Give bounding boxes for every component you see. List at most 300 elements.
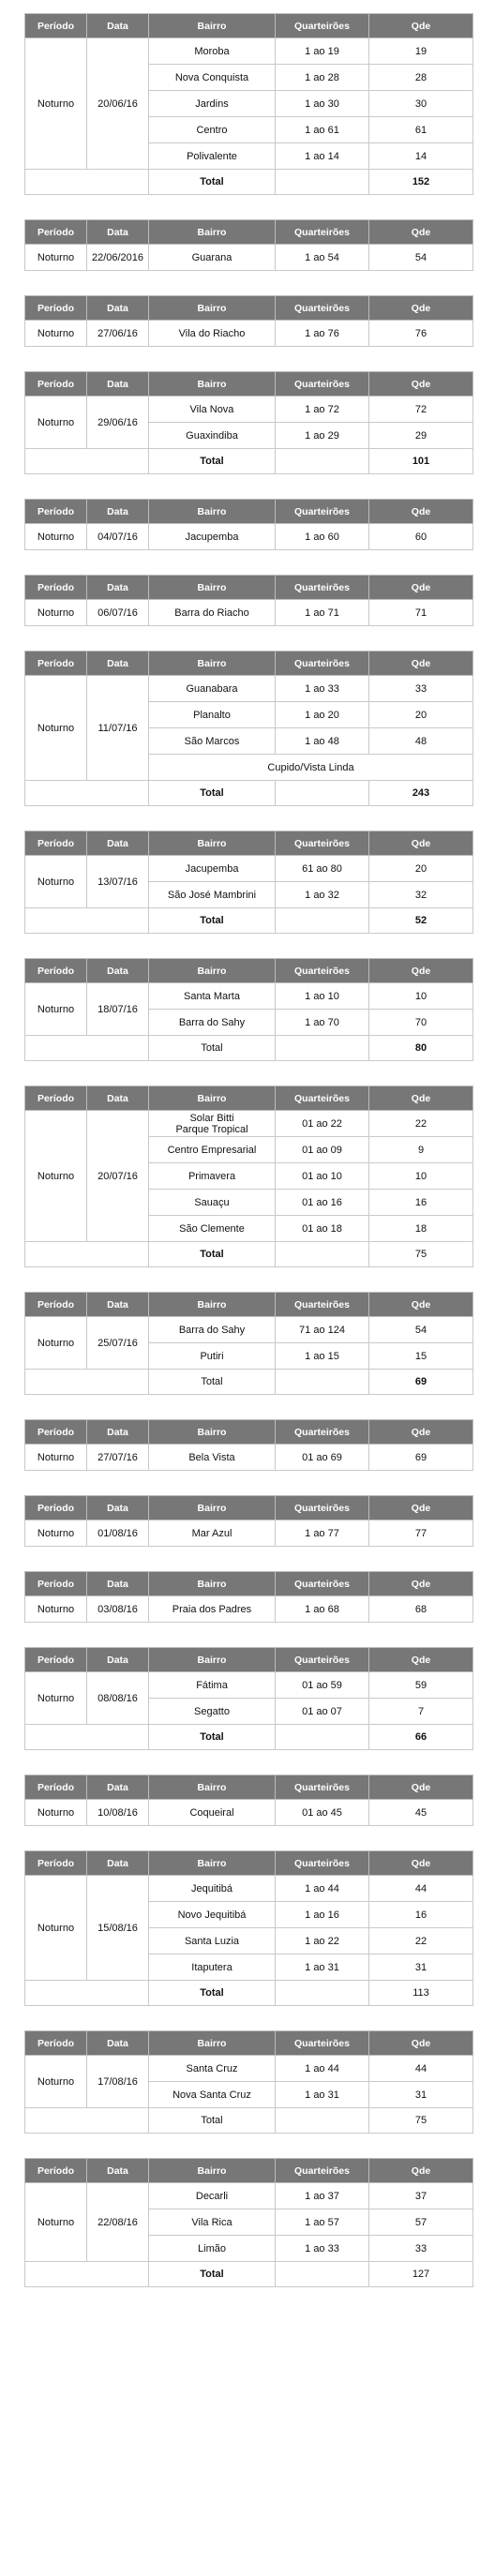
bairro-cell: Santa Luzia — [149, 1928, 276, 1954]
quarteiroes-cell: 1 ao 61 — [276, 117, 369, 143]
header-periodo: Período — [25, 1293, 87, 1317]
date-cell: 27/06/16 — [87, 321, 149, 347]
header-row — [25, 1293, 473, 1317]
bairro-cell: Planalto — [149, 702, 276, 728]
total-value: 75 — [369, 2108, 473, 2134]
header-bairro: Bairro — [149, 1420, 276, 1445]
qde-cell: 76 — [369, 321, 473, 347]
schedule-table — [24, 371, 473, 474]
header-data: Data — [87, 959, 149, 983]
date-cell: 25/07/16 — [87, 1317, 149, 1370]
total-spacer — [276, 2262, 369, 2287]
periodo-cell: Noturno — [25, 1876, 87, 1981]
total-label: Total — [149, 781, 276, 806]
schedule-table — [24, 13, 473, 195]
header-qde: Qde — [369, 831, 473, 856]
total-row — [25, 781, 473, 806]
header-periodo: Período — [25, 1648, 87, 1672]
table-row — [25, 1445, 473, 1471]
total-spacer — [25, 170, 149, 195]
periodo-cell: Noturno — [25, 1111, 87, 1242]
header-bairro: Bairro — [149, 959, 276, 983]
periodo-cell: Noturno — [25, 856, 87, 908]
total-spacer — [276, 1725, 369, 1750]
header-data: Data — [87, 1496, 149, 1520]
quarteiroes-cell: 1 ao 33 — [276, 2236, 369, 2262]
periodo-cell: Noturno — [25, 321, 87, 347]
schedule-table — [24, 2030, 473, 2134]
quarteiroes-cell: 01 ao 22 — [276, 1111, 369, 1137]
header-bairro: Bairro — [149, 500, 276, 524]
quarteiroes-cell: 1 ao 72 — [276, 397, 369, 423]
table-row — [25, 524, 473, 550]
bairro-cell: Barra do Riacho — [149, 600, 276, 626]
schedule-table — [24, 1292, 473, 1395]
schedule-table — [24, 295, 473, 347]
bairro-cell: Bela Vista — [149, 1445, 276, 1471]
header-qde: Qde — [369, 14, 473, 38]
header-data: Data — [87, 1420, 149, 1445]
bairro-cell: Santa Cruz — [149, 2056, 276, 2082]
qde-cell: 54 — [369, 1317, 473, 1343]
bairro-cell: Guanabara — [149, 676, 276, 702]
header-qde: Qde — [369, 296, 473, 321]
bairro-cell: Guaxindiba — [149, 423, 276, 449]
header-qde: Qde — [369, 1420, 473, 1445]
total-row — [25, 449, 473, 474]
quarteiroes-cell: 1 ao 37 — [276, 2183, 369, 2209]
total-value: 127 — [369, 2262, 473, 2287]
header-row — [25, 296, 473, 321]
total-row — [25, 2262, 473, 2287]
header-row — [25, 14, 473, 38]
header-quarteiroes: Quarteirões — [276, 1648, 369, 1672]
header-quarteiroes: Quarteirões — [276, 2159, 369, 2183]
total-value: 75 — [369, 1242, 473, 1267]
header-quarteiroes: Quarteirões — [276, 1775, 369, 1800]
bairro-cell: Fátima — [149, 1672, 276, 1699]
qde-cell: 16 — [369, 1190, 473, 1216]
table-row — [25, 1596, 473, 1623]
header-quarteiroes: Quarteirões — [276, 1851, 369, 1876]
header-row — [25, 1775, 473, 1800]
total-spacer — [276, 908, 369, 934]
bairro-cell: Sauaçu — [149, 1190, 276, 1216]
header-bairro: Bairro — [149, 1851, 276, 1876]
table-row — [25, 1800, 473, 1826]
table-row — [25, 2056, 473, 2082]
table-row — [25, 983, 473, 1010]
qde-cell: 32 — [369, 882, 473, 908]
bairro-cell: Jacupemba — [149, 524, 276, 550]
header-periodo: Período — [25, 2159, 87, 2183]
qde-cell: 10 — [369, 1163, 473, 1190]
header-qde: Qde — [369, 372, 473, 397]
date-cell: 22/06/2016 — [87, 245, 149, 271]
header-data: Data — [87, 500, 149, 524]
header-data: Data — [87, 831, 149, 856]
header-row — [25, 2031, 473, 2056]
date-cell: 03/08/16 — [87, 1596, 149, 1623]
total-value: 80 — [369, 1036, 473, 1061]
bairro-cell: Itaputera — [149, 1954, 276, 1981]
quarteiroes-cell: 01 ao 18 — [276, 1216, 369, 1242]
header-row — [25, 1572, 473, 1596]
header-quarteiroes: Quarteirões — [276, 296, 369, 321]
header-bairro: Bairro — [149, 1496, 276, 1520]
total-spacer — [276, 2108, 369, 2134]
schedule-table — [24, 1647, 473, 1750]
quarteiroes-cell: 01 ao 59 — [276, 1672, 369, 1699]
header-data: Data — [87, 1851, 149, 1876]
header-row — [25, 1496, 473, 1520]
schedule-table — [24, 1419, 473, 1471]
total-spacer — [25, 449, 149, 474]
total-label: Total — [149, 1370, 276, 1395]
periodo-cell: Noturno — [25, 1672, 87, 1725]
schedule-table — [24, 1571, 473, 1623]
header-quarteiroes: Quarteirões — [276, 1293, 369, 1317]
header-bairro: Bairro — [149, 14, 276, 38]
bairro-cell: Nova Santa Cruz — [149, 2082, 276, 2108]
qde-cell: 20 — [369, 856, 473, 882]
total-spacer — [25, 1981, 149, 2006]
header-row — [25, 1420, 473, 1445]
qde-cell: 69 — [369, 1445, 473, 1471]
header-quarteiroes: Quarteirões — [276, 14, 369, 38]
qde-cell: 30 — [369, 91, 473, 117]
qde-cell: 45 — [369, 1800, 473, 1826]
header-bairro: Bairro — [149, 651, 276, 676]
header-qde: Qde — [369, 1775, 473, 1800]
quarteiroes-cell: 1 ao 33 — [276, 676, 369, 702]
quarteiroes-cell: 01 ao 45 — [276, 1800, 369, 1826]
header-quarteiroes: Quarteirões — [276, 1086, 369, 1111]
total-spacer — [25, 2262, 149, 2287]
bairro-cell: Jardins — [149, 91, 276, 117]
periodo-cell: Noturno — [25, 1445, 87, 1471]
header-qde: Qde — [369, 2031, 473, 2056]
qde-cell: 77 — [369, 1520, 473, 1547]
qde-cell: 57 — [369, 2209, 473, 2236]
periodo-cell: Noturno — [25, 2056, 87, 2108]
periodo-cell: Noturno — [25, 2183, 87, 2262]
qde-cell: 22 — [369, 1928, 473, 1954]
quarteiroes-cell: 1 ao 54 — [276, 245, 369, 271]
header-periodo: Período — [25, 296, 87, 321]
header-bairro: Bairro — [149, 1086, 276, 1111]
header-row — [25, 372, 473, 397]
quarteiroes-cell: 01 ao 69 — [276, 1445, 369, 1471]
header-data: Data — [87, 372, 149, 397]
date-cell: 27/07/16 — [87, 1445, 149, 1471]
header-qde: Qde — [369, 500, 473, 524]
header-data: Data — [87, 220, 149, 245]
header-qde: Qde — [369, 959, 473, 983]
quarteiroes-cell: 01 ao 16 — [276, 1190, 369, 1216]
bairro-cell: São Clemente — [149, 1216, 276, 1242]
header-quarteiroes: Quarteirões — [276, 1572, 369, 1596]
total-label: Total — [149, 1725, 276, 1750]
quarteiroes-cell: 01 ao 07 — [276, 1699, 369, 1725]
qde-cell: 48 — [369, 728, 473, 755]
qde-cell: 71 — [369, 600, 473, 626]
schedule-table — [24, 831, 473, 934]
total-spacer — [25, 781, 149, 806]
bairro-cell: Praia dos Padres — [149, 1596, 276, 1623]
qde-cell: 59 — [369, 1672, 473, 1699]
header-periodo: Período — [25, 576, 87, 600]
bairro-cell: Coqueiral — [149, 1800, 276, 1826]
header-data: Data — [87, 651, 149, 676]
header-data: Data — [87, 1572, 149, 1596]
qde-cell: 9 — [369, 1137, 473, 1163]
header-bairro: Bairro — [149, 2031, 276, 2056]
qde-cell: 61 — [369, 117, 473, 143]
quarteiroes-cell: 1 ao 44 — [276, 2056, 369, 2082]
quarteiroes-cell: 1 ao 30 — [276, 91, 369, 117]
header-bairro: Bairro — [149, 576, 276, 600]
total-row — [25, 1725, 473, 1750]
periodo-cell: Noturno — [25, 600, 87, 626]
total-value: 243 — [369, 781, 473, 806]
bairro-cell: Solar Bitti Parque Tropical — [149, 1111, 276, 1137]
qde-cell: 14 — [369, 143, 473, 170]
header-bairro: Bairro — [149, 372, 276, 397]
header-periodo: Período — [25, 1851, 87, 1876]
bairro-cell: Nova Conquista — [149, 65, 276, 91]
total-spacer — [25, 908, 149, 934]
quarteiroes-cell: 01 ao 09 — [276, 1137, 369, 1163]
quarteiroes-cell: 1 ao 20 — [276, 702, 369, 728]
qde-cell: 31 — [369, 1954, 473, 1981]
total-spacer — [25, 1036, 149, 1061]
header-qde: Qde — [369, 1572, 473, 1596]
header-row — [25, 651, 473, 676]
schedule-table — [24, 2158, 473, 2287]
header-data: Data — [87, 2031, 149, 2056]
date-cell: 10/08/16 — [87, 1800, 149, 1826]
table-row — [25, 1876, 473, 1902]
header-bairro: Bairro — [149, 296, 276, 321]
header-periodo: Período — [25, 959, 87, 983]
header-bairro: Bairro — [149, 1572, 276, 1596]
quarteiroes-cell: 1 ao 32 — [276, 882, 369, 908]
bairro-cell: Barra do Sahy — [149, 1010, 276, 1036]
qde-cell: 16 — [369, 1902, 473, 1928]
total-row — [25, 1036, 473, 1061]
header-quarteiroes: Quarteirões — [276, 220, 369, 245]
table-row — [25, 676, 473, 702]
table-row — [25, 1520, 473, 1547]
header-data: Data — [87, 1086, 149, 1111]
bairro-cell: Segatto — [149, 1699, 276, 1725]
header-qde: Qde — [369, 1086, 473, 1111]
schedule-table — [24, 575, 473, 626]
header-quarteiroes: Quarteirões — [276, 651, 369, 676]
total-spacer — [276, 1242, 369, 1267]
bairro-cell: Vila Rica — [149, 2209, 276, 2236]
periodo-cell: Noturno — [25, 524, 87, 550]
date-cell: 01/08/16 — [87, 1520, 149, 1547]
bairro-cell: Primavera — [149, 1163, 276, 1190]
header-row — [25, 500, 473, 524]
bairro-cell: São José Mambrini — [149, 882, 276, 908]
header-periodo: Período — [25, 14, 87, 38]
bairro-cell: Moroba — [149, 38, 276, 65]
date-cell: 11/07/16 — [87, 676, 149, 781]
bairro-cell: Guarana — [149, 245, 276, 271]
qde-cell: 60 — [369, 524, 473, 550]
table-row — [25, 321, 473, 347]
quarteiroes-cell: 71 ao 124 — [276, 1317, 369, 1343]
date-cell: 17/08/16 — [87, 2056, 149, 2108]
header-qde: Qde — [369, 1851, 473, 1876]
total-spacer — [25, 1725, 149, 1750]
total-value: 66 — [369, 1725, 473, 1750]
schedule-table — [24, 1775, 473, 1826]
total-value: 52 — [369, 908, 473, 934]
qde-cell: 29 — [369, 423, 473, 449]
periodo-cell: Noturno — [25, 1596, 87, 1623]
periodo-cell: Noturno — [25, 983, 87, 1036]
periodo-cell: Noturno — [25, 38, 87, 170]
bairro-cell: Cupido/Vista Linda — [149, 755, 473, 781]
table-row — [25, 856, 473, 882]
header-bairro: Bairro — [149, 1775, 276, 1800]
header-bairro: Bairro — [149, 1293, 276, 1317]
header-periodo: Período — [25, 651, 87, 676]
qde-cell: 33 — [369, 676, 473, 702]
qde-cell: 37 — [369, 2183, 473, 2209]
table-row — [25, 2183, 473, 2209]
total-spacer — [276, 1036, 369, 1061]
date-cell: 22/08/16 — [87, 2183, 149, 2262]
table-row — [25, 245, 473, 271]
bairro-cell: Novo Jequitibá — [149, 1902, 276, 1928]
quarteiroes-cell: 1 ao 10 — [276, 983, 369, 1010]
header-data: Data — [87, 1648, 149, 1672]
qde-cell: 10 — [369, 983, 473, 1010]
header-qde: Qde — [369, 2159, 473, 2183]
quarteiroes-cell: 1 ao 60 — [276, 524, 369, 550]
periodo-cell: Noturno — [25, 245, 87, 271]
bairro-cell: Putiri — [149, 1343, 276, 1370]
header-periodo: Período — [25, 372, 87, 397]
total-label: Total — [149, 908, 276, 934]
quarteiroes-cell: 1 ao 71 — [276, 600, 369, 626]
table-row — [25, 1111, 473, 1137]
quarteiroes-cell: 1 ao 22 — [276, 1928, 369, 1954]
header-row — [25, 1648, 473, 1672]
bairro-cell: Santa Marta — [149, 983, 276, 1010]
header-qde: Qde — [369, 220, 473, 245]
quarteiroes-cell: 1 ao 14 — [276, 143, 369, 170]
schedule-table — [24, 1495, 473, 1547]
header-periodo: Período — [25, 1420, 87, 1445]
qde-cell: 31 — [369, 2082, 473, 2108]
header-quarteiroes: Quarteirões — [276, 1420, 369, 1445]
header-qde: Qde — [369, 651, 473, 676]
header-data: Data — [87, 14, 149, 38]
quarteiroes-cell: 1 ao 28 — [276, 65, 369, 91]
total-spacer — [276, 1370, 369, 1395]
bairro-cell: Centro Empresarial — [149, 1137, 276, 1163]
quarteiroes-cell: 01 ao 10 — [276, 1163, 369, 1190]
qde-cell: 22 — [369, 1111, 473, 1137]
header-row — [25, 1851, 473, 1876]
total-value: 152 — [369, 170, 473, 195]
total-row — [25, 908, 473, 934]
header-bairro: Bairro — [149, 831, 276, 856]
table-row — [25, 38, 473, 65]
bairro-cell: Limão — [149, 2236, 276, 2262]
quarteiroes-cell: 1 ao 76 — [276, 321, 369, 347]
quarteiroes-cell: 1 ao 15 — [276, 1343, 369, 1370]
total-value: 113 — [369, 1981, 473, 2006]
header-bairro: Bairro — [149, 220, 276, 245]
header-data: Data — [87, 1293, 149, 1317]
periodo-cell: Noturno — [25, 1317, 87, 1370]
header-data: Data — [87, 576, 149, 600]
quarteiroes-cell: 1 ao 68 — [276, 1596, 369, 1623]
quarteiroes-cell: 1 ao 19 — [276, 38, 369, 65]
date-cell: 20/07/16 — [87, 1111, 149, 1242]
schedule-table — [24, 499, 473, 550]
header-data: Data — [87, 296, 149, 321]
date-cell: 29/06/16 — [87, 397, 149, 449]
total-spacer — [276, 1981, 369, 2006]
total-label: Total — [149, 170, 276, 195]
qde-cell: 7 — [369, 1699, 473, 1725]
bairro-cell: Jequitibá — [149, 1876, 276, 1902]
header-bairro: Bairro — [149, 2159, 276, 2183]
periodo-cell: Noturno — [25, 676, 87, 781]
header-periodo: Período — [25, 2031, 87, 2056]
bairro-cell: São Marcos — [149, 728, 276, 755]
qde-cell: 54 — [369, 245, 473, 271]
bairro-cell: Vila Nova — [149, 397, 276, 423]
bairro-cell: Centro — [149, 117, 276, 143]
qde-cell: 70 — [369, 1010, 473, 1036]
total-label: Total — [149, 2108, 276, 2134]
bairro-cell: Barra do Sahy — [149, 1317, 276, 1343]
date-cell: 18/07/16 — [87, 983, 149, 1036]
date-cell: 06/07/16 — [87, 600, 149, 626]
date-cell: 13/07/16 — [87, 856, 149, 908]
header-periodo: Período — [25, 1572, 87, 1596]
header-periodo: Período — [25, 220, 87, 245]
total-spacer — [276, 170, 369, 195]
header-qde: Qde — [369, 1648, 473, 1672]
qde-cell: 44 — [369, 2056, 473, 2082]
qde-cell: 68 — [369, 1596, 473, 1623]
header-row — [25, 959, 473, 983]
periodo-cell: Noturno — [25, 1520, 87, 1547]
qde-cell: 28 — [369, 65, 473, 91]
quarteiroes-cell: 1 ao 77 — [276, 1520, 369, 1547]
total-label: Total — [149, 1242, 276, 1267]
bairro-cell: Decarli — [149, 2183, 276, 2209]
quarteiroes-cell: 1 ao 16 — [276, 1902, 369, 1928]
qde-cell: 33 — [369, 2236, 473, 2262]
bairro-cell: Mar Azul — [149, 1520, 276, 1547]
header-quarteiroes: Quarteirões — [276, 2031, 369, 2056]
quarteiroes-cell: 1 ao 44 — [276, 1876, 369, 1902]
total-spacer — [25, 1370, 149, 1395]
header-data: Data — [87, 1775, 149, 1800]
date-cell: 15/08/16 — [87, 1876, 149, 1981]
